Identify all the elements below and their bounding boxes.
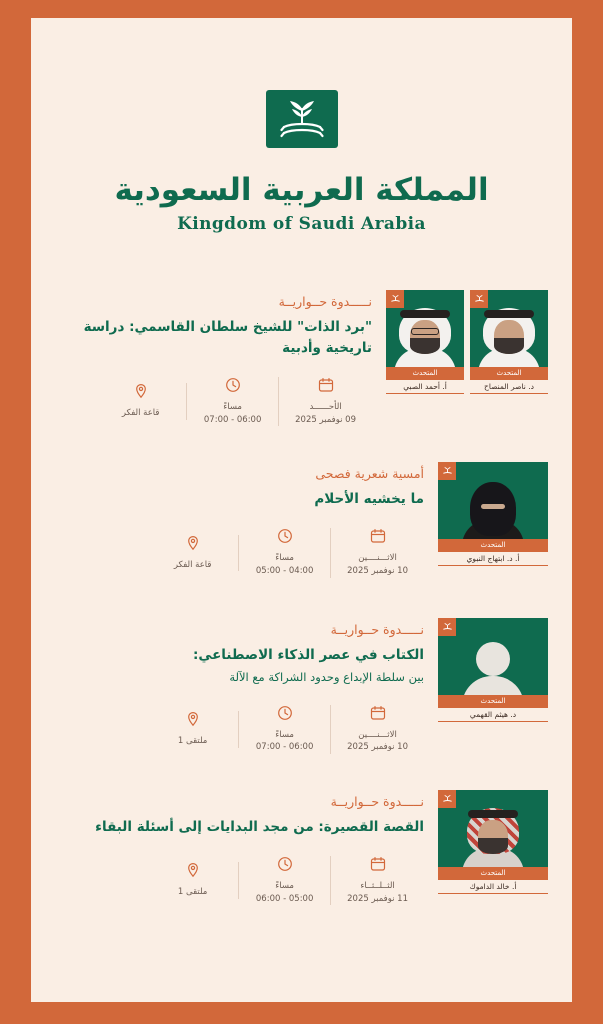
location-pin-icon (185, 862, 201, 878)
event-time-text: مساءً 05:00 - 06:00 (255, 880, 314, 904)
event-time-text: مساءً 06:00 - 07:00 (255, 729, 314, 753)
event-date-text: الاثـــنــــين 10 نوفمبر 2025 (347, 729, 408, 753)
location-pin-icon (185, 711, 201, 727)
event-type: نـــــدوة حــواريــة (330, 622, 424, 638)
speaker-label (386, 367, 464, 394)
event-date (331, 705, 424, 755)
speaker-name: د. ناصر المنصاح (470, 380, 548, 393)
speaker-role: المتحدث (480, 541, 506, 550)
speaker-photos (386, 290, 548, 394)
event-details (59, 790, 424, 905)
poster-header (114, 90, 488, 234)
event-date (331, 528, 424, 578)
event-item (59, 462, 548, 582)
event-venue (147, 711, 239, 748)
kingdom-title-arabic: المملكة العربية السعودية (114, 172, 489, 208)
speaker-name: د. هيثم القهمي (438, 708, 548, 721)
calendar-icon (370, 528, 386, 544)
speaker-name: أ. د. ابتهاج النبوي (438, 552, 548, 565)
event-title: الكتاب في عصر الذكاء الاصطناعي: (193, 647, 424, 664)
event-time (239, 705, 331, 755)
event-item (59, 618, 548, 754)
speaker-role: المتحدث (480, 868, 506, 877)
event-date (331, 856, 424, 906)
event-venue (147, 535, 239, 572)
event-date-text: الثــلــثــاء 11 نوفمبر 2025 (347, 880, 408, 904)
location-pin-icon (185, 535, 201, 551)
emblem-badge-icon (438, 462, 456, 480)
kingdom-title-english: Kingdom of Saudi Arabia (177, 214, 426, 234)
speaker-card (438, 462, 548, 566)
speaker-card (386, 290, 464, 394)
speaker-label (438, 539, 548, 566)
event-time (187, 377, 279, 427)
event-date (279, 377, 372, 427)
event-type: نـــــدوة حــواريــة (278, 294, 372, 309)
event-venue-text: قاعة الفكر (173, 559, 212, 570)
event-venue-text: ملتقى 1 (177, 887, 208, 898)
speaker-name: أ. أحمد الصبي (386, 380, 464, 393)
event-venue (95, 383, 187, 420)
emblem-badge-icon (386, 290, 404, 308)
event-title: ما يخشيه الأحلام (314, 491, 424, 508)
events-list (31, 290, 572, 910)
event-title: "برد الذات" للشيخ سلطان القاسمي: دراسة تاريخية وأدبية (83, 319, 372, 356)
speaker-photos (438, 618, 548, 722)
event-title: القصة القصيرة: من مجد البدايات إلى أسئلة البقاء (95, 819, 424, 836)
event-venue-text: قاعة الفكر (121, 408, 160, 419)
speaker-card (438, 790, 548, 894)
speaker-label (438, 695, 548, 722)
speaker-photos (438, 462, 548, 566)
speaker-role: المتحدث (480, 697, 506, 706)
emblem-badge-icon (438, 618, 456, 636)
clock-icon (277, 705, 293, 721)
saudi-emblem-palm-swords-icon (266, 90, 338, 148)
location-pin-icon (133, 383, 149, 399)
event-time-text: مساءً 06:00 - 07:00 (203, 401, 262, 425)
clock-icon (277, 528, 293, 544)
speaker-card (470, 290, 548, 394)
event-time-text: مساءً 04:00 - 05:00 (255, 553, 314, 577)
event-time (239, 528, 331, 578)
clock-icon (225, 377, 241, 393)
event-meta (59, 705, 424, 755)
calendar-icon (370, 856, 386, 872)
event-meta (59, 377, 372, 427)
event-meta (59, 856, 424, 906)
calendar-icon (370, 705, 386, 721)
speaker-name: أ. خالد الداموك (438, 880, 548, 893)
speaker-card (438, 618, 548, 722)
event-details (59, 618, 424, 754)
event-details (59, 290, 372, 426)
speaker-label (438, 867, 548, 894)
event-details (59, 462, 424, 577)
event-item (59, 290, 548, 426)
event-venue-text: ملتقى 1 (177, 735, 208, 746)
event-venue (147, 862, 239, 899)
speaker-role: المتحدث (496, 368, 522, 377)
speaker-label (470, 367, 548, 394)
event-item (59, 790, 548, 910)
speaker-role: المتحدث (412, 368, 438, 377)
clock-icon (277, 856, 293, 872)
calendar-icon (318, 377, 334, 393)
speaker-photos (438, 790, 548, 894)
event-subtitle: بين سلطة الإبداع وحدود الشراكة مع الآلة (229, 670, 424, 685)
poster (31, 18, 572, 1002)
event-date-text: الأحــــــد 09 نوفمبر 2025 (295, 401, 356, 425)
event-time (239, 856, 331, 906)
emblem-badge-icon (438, 790, 456, 808)
event-meta (59, 528, 424, 578)
emblem-badge-icon (470, 290, 488, 308)
event-type: أمسية شعرية فصحى (315, 466, 424, 482)
event-type: نـــــدوة حــواريــة (330, 794, 424, 810)
event-date-text: الاثـــنــــين 10 نوفمبر 2025 (347, 553, 408, 577)
